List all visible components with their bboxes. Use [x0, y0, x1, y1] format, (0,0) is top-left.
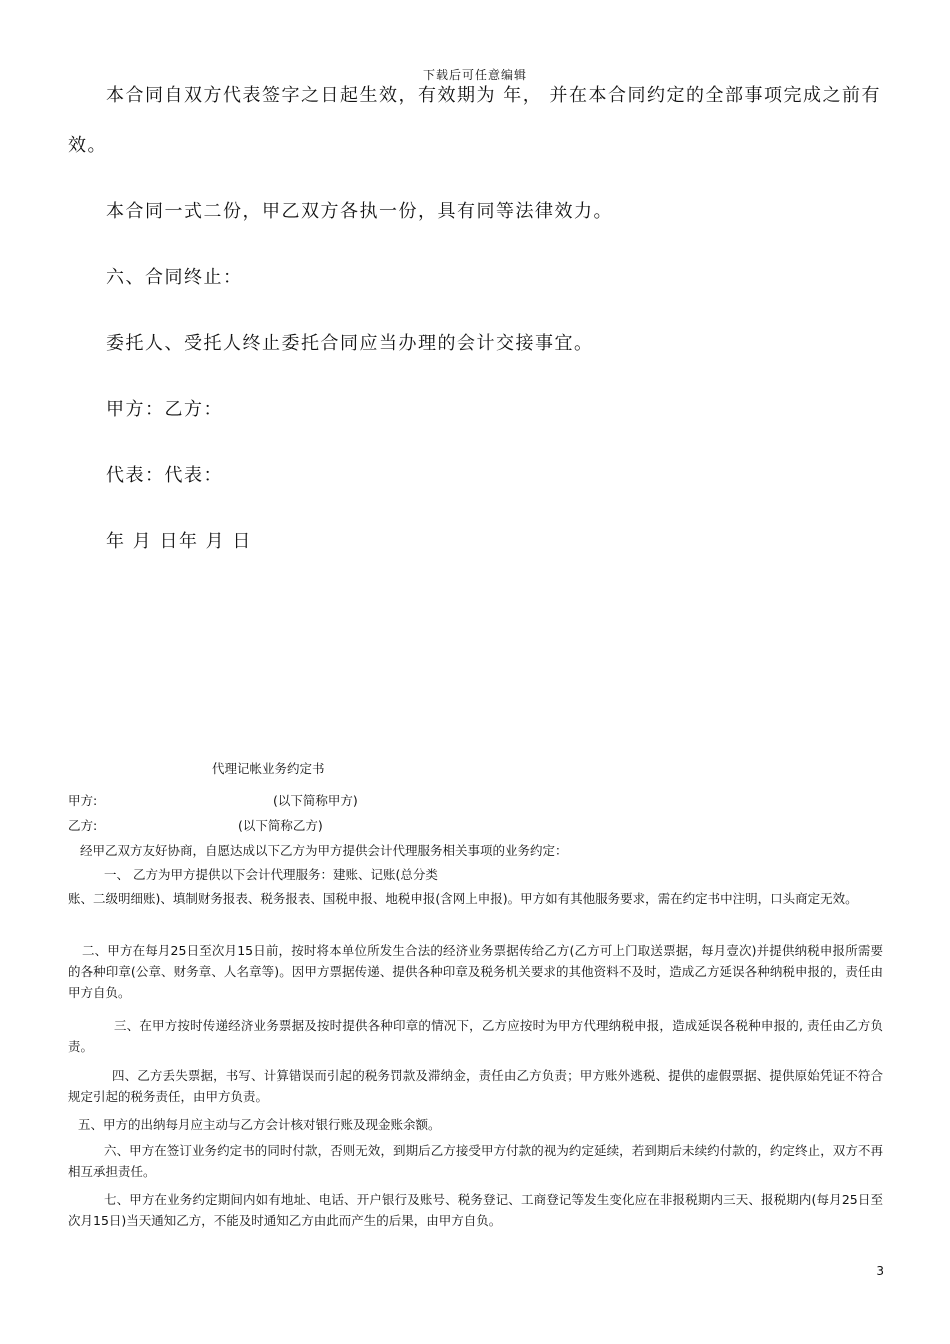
- page-number: 3: [876, 1264, 884, 1278]
- clause-1-line1: 一、 乙方为甲方提供以下会计代理服务：建账、记账(总分类: [104, 867, 438, 882]
- clause-2: 二、甲方在每月25日至次月15日前，按时将本单位所发生合法的经济业务票据传给乙方(乙方可上门取送票据，每月壹次)并提供纳税申报所需要的各种印章(公章、财务章、人名章等)。因甲方票据传递、提供各种印章及税务机关要求的其他资料不及时，造成乙方延误各种纳税申报的，责任由甲方自负。: [68, 943, 883, 1000]
- clause-4: 四、乙方丢失票据，书写、计算错误而引起的税务罚款及滞纳金，责任由乙方负责；甲方账外逃税、提供的虚假票据、提供原始凭证不符合规定引起的税务责任，由甲方负责。: [68, 1068, 883, 1104]
- page-header-note: 下载后可任意编辑: [422, 68, 527, 82]
- validity-paragraph-line1: 本合同自双方代表签字之日起生效，有效期为 年， 并在本合同约定的全部事项完成之前有: [106, 85, 881, 106]
- date-line: 年 月 日年 月 日: [106, 531, 252, 552]
- clause-7: 七、甲方在业务约定期间内如有地址、电话、开户银行及账号、税务登记、工商登记等发生变化应在非报税期内三天、报税期内(每月25日至次月15日)当天通知乙方，不能及时通知乙方由此而产生的后果，由甲方自负。: [68, 1192, 883, 1228]
- party-b-note: (以下简称乙方): [238, 818, 323, 833]
- validity-paragraph-line2: 效。: [68, 135, 107, 156]
- agreement-title: 代理记帐业务约定书: [212, 761, 325, 776]
- clause-5: 五、甲方的出纳每月应主动与乙方会计核对银行账及现金账余额。: [78, 1117, 441, 1132]
- party-a-note: (以下简称甲方): [273, 793, 358, 808]
- party-a-label: 甲方:: [68, 793, 98, 808]
- party-b-label: 乙方:: [68, 818, 98, 833]
- agreement-intro: 经甲乙双方友好协商，自愿达成以下乙方为甲方提供会计代理服务相关事项的业务约定：: [80, 843, 568, 858]
- clause-6: 六、甲方在签订业务约定书的同时付款，否则无效，到期后乙方接受甲方付款的视为约定延续，若到期后未续约付款的，约定终止，双方不再相互承担责任。: [68, 1143, 883, 1179]
- clause-1-rest: 账、二级明细账)、填制财务报表、税务报表、国税申报、地税申报(含网上申报)。甲方如有其他服务要求，需在约定书中注明，口头商定无效。: [68, 891, 858, 906]
- handover-paragraph: 委托人、受托人终止委托合同应当办理的会计交接事宜。: [106, 333, 594, 354]
- section-six-heading: 六、合同终止：: [106, 267, 243, 288]
- party-signature-line: 甲方：乙方：: [106, 399, 223, 420]
- clause-3: 三、在甲方按时传递经济业务票据及按时提供各种印章的情况下，乙方应按时为甲方代理纳税申报，造成延误各税种申报的, 责任由乙方负责。: [68, 1018, 883, 1054]
- copies-paragraph: 本合同一式二份，甲乙双方各执一份，具有同等法律效力。: [106, 201, 613, 222]
- representative-line: 代表：代表：: [106, 465, 223, 486]
